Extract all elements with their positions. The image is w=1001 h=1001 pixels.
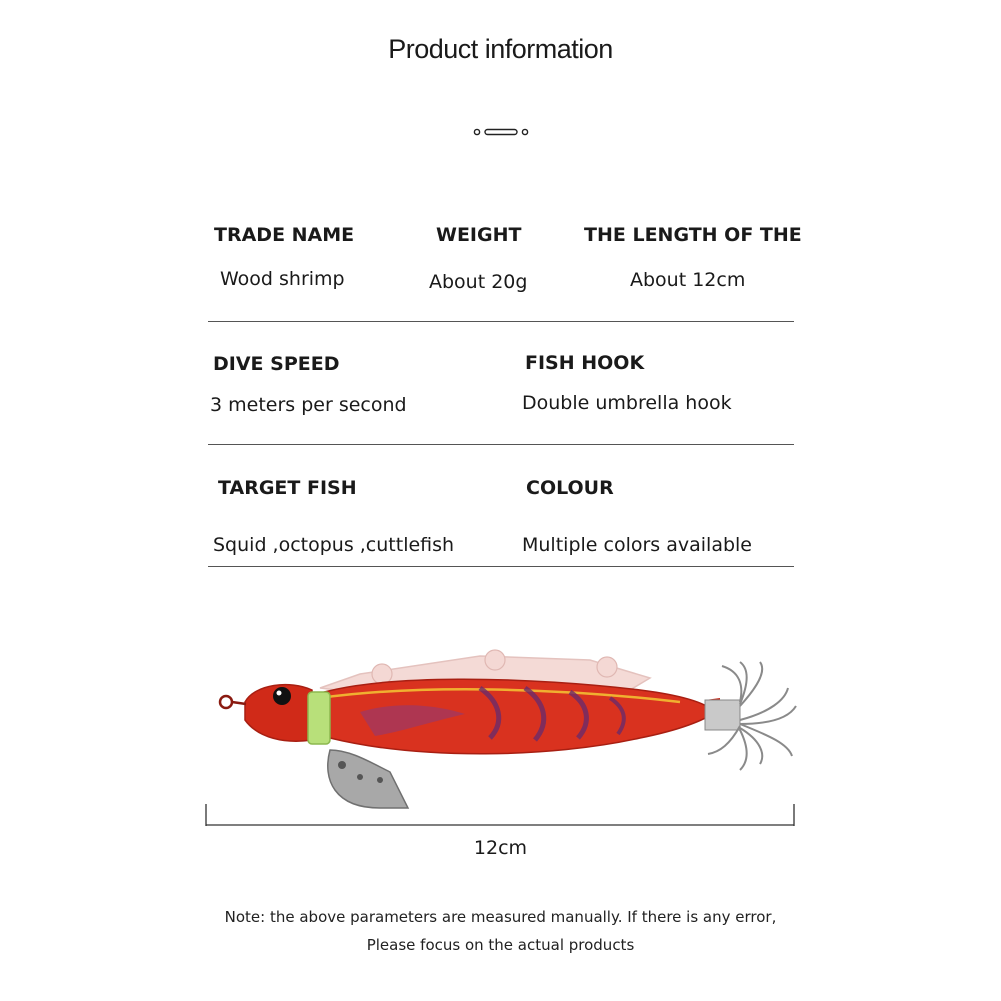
fish-hook-label: FISH HOOK [525, 352, 645, 374]
divider-line [208, 444, 794, 445]
target-fish-label: TARGET FISH [218, 477, 357, 499]
trade-name-value: Wood shrimp [220, 268, 345, 290]
trade-name-label: TRADE NAME [214, 224, 355, 246]
divider-line [208, 566, 794, 567]
page-title: Product information [388, 34, 613, 64]
length-value: About 12cm [630, 269, 746, 291]
dive-speed-value: 3 meters per second [210, 394, 407, 416]
target-fish-value: Squid ,octopus ,cuttlefish [213, 534, 455, 556]
divider-ornament-icon [472, 126, 530, 138]
colour-value: Multiple colors available [522, 534, 752, 556]
dive-speed-label: DIVE SPEED [213, 353, 340, 375]
weight-value: About 20g [429, 271, 528, 293]
squid-jig-lure-image [200, 640, 800, 820]
dimension-bracket [205, 802, 795, 828]
divider-line [208, 321, 794, 322]
weight-label: WEIGHT [436, 224, 522, 246]
dimension-label: 12cm [473, 837, 528, 859]
colour-label: COLOUR [526, 477, 614, 499]
length-label: THE LENGTH OF THE [584, 224, 802, 246]
fish-hook-value: Double umbrella hook [522, 392, 732, 414]
note-line-1: Note: the above parameters are measured manually. If there is any error, [224, 908, 777, 926]
note-line-2: Please focus on the actual products [366, 936, 635, 954]
